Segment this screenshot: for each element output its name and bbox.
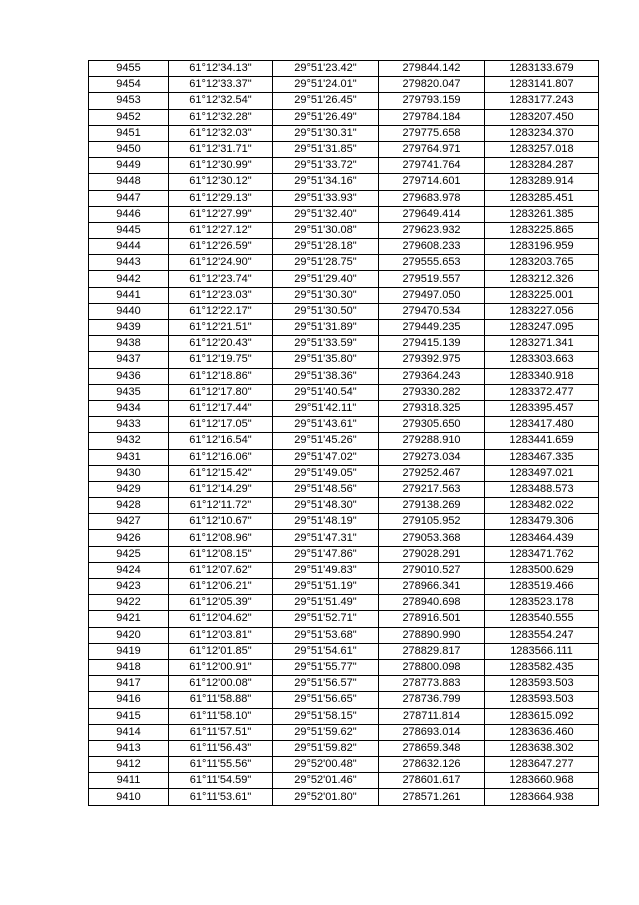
x-coordinate-cell: 279449.235 (379, 320, 485, 336)
table-row (89, 708, 599, 724)
x-coordinate-cell: 278940.698 (379, 595, 485, 611)
point-number-cell: 9440 (89, 303, 169, 319)
table-row (89, 384, 599, 400)
table-row (89, 595, 599, 611)
x-coordinate-cell: 279252.467 (379, 465, 485, 481)
table-row (89, 336, 599, 352)
y-coordinate-cell: 1283227.056 (485, 303, 599, 319)
table-row (89, 643, 599, 659)
latitude-cell: 61°12'19.75" (169, 352, 273, 368)
x-coordinate-cell: 279305.650 (379, 417, 485, 433)
table-row (89, 93, 599, 109)
point-number-cell: 9412 (89, 757, 169, 773)
point-number-cell: 9411 (89, 773, 169, 789)
table-row (89, 141, 599, 157)
latitude-cell: 61°12'24.90" (169, 255, 273, 271)
table-row (89, 449, 599, 465)
longitude-cell: 29°51'48.30" (273, 498, 379, 514)
table-row (89, 109, 599, 125)
longitude-cell: 29°51'53.68" (273, 627, 379, 643)
latitude-cell: 61°12'29.13" (169, 190, 273, 206)
latitude-cell: 61°11'55.56" (169, 757, 273, 773)
table-row (89, 239, 599, 255)
point-number-cell: 9444 (89, 239, 169, 255)
x-coordinate-cell: 279820.047 (379, 77, 485, 93)
x-coordinate-cell: 279497.050 (379, 287, 485, 303)
point-number-cell: 9431 (89, 449, 169, 465)
latitude-cell: 61°12'33.37" (169, 77, 273, 93)
y-coordinate-cell: 1283523.178 (485, 595, 599, 611)
x-coordinate-cell: 279844.142 (379, 61, 485, 77)
y-coordinate-cell: 1283285.451 (485, 190, 599, 206)
point-number-cell: 9443 (89, 255, 169, 271)
table-row (89, 287, 599, 303)
longitude-cell: 29°51'31.89" (273, 320, 379, 336)
latitude-cell: 61°12'06.21" (169, 579, 273, 595)
x-coordinate-cell: 279392.975 (379, 352, 485, 368)
table-row (89, 530, 599, 546)
longitude-cell: 29°51'43.61" (273, 417, 379, 433)
longitude-cell: 29°51'30.31" (273, 125, 379, 141)
table-row (89, 579, 599, 595)
longitude-cell: 29°51'56.65" (273, 692, 379, 708)
latitude-cell: 61°12'26.59" (169, 239, 273, 255)
longitude-cell: 29°51'47.02" (273, 449, 379, 465)
table-row (89, 740, 599, 756)
point-number-cell: 9441 (89, 287, 169, 303)
latitude-cell: 61°12'16.06" (169, 449, 273, 465)
latitude-cell: 61°12'21.51" (169, 320, 273, 336)
x-coordinate-cell: 278800.098 (379, 659, 485, 675)
longitude-cell: 29°51'47.31" (273, 530, 379, 546)
table-row (89, 400, 599, 416)
table-row (89, 303, 599, 319)
y-coordinate-cell: 1283647.277 (485, 757, 599, 773)
point-number-cell: 9449 (89, 158, 169, 174)
x-coordinate-cell: 278571.261 (379, 789, 485, 805)
latitude-cell: 61°12'32.54" (169, 93, 273, 109)
latitude-cell: 61°12'11.72" (169, 498, 273, 514)
x-coordinate-cell: 279714.601 (379, 174, 485, 190)
x-coordinate-cell: 279793.159 (379, 93, 485, 109)
y-coordinate-cell: 1283289.914 (485, 174, 599, 190)
table-row (89, 611, 599, 627)
longitude-cell: 29°52'00.48" (273, 757, 379, 773)
x-coordinate-cell: 279775.658 (379, 125, 485, 141)
latitude-cell: 61°12'34.13" (169, 61, 273, 77)
point-number-cell: 9422 (89, 595, 169, 611)
longitude-cell: 29°51'33.59" (273, 336, 379, 352)
x-coordinate-cell: 279764.971 (379, 141, 485, 157)
longitude-cell: 29°51'35.80" (273, 352, 379, 368)
y-coordinate-cell: 1283225.001 (485, 287, 599, 303)
table-row (89, 417, 599, 433)
longitude-cell: 29°51'26.49" (273, 109, 379, 125)
point-number-cell: 9413 (89, 740, 169, 756)
latitude-cell: 61°12'15.42" (169, 465, 273, 481)
y-coordinate-cell: 1283636.460 (485, 724, 599, 740)
point-number-cell: 9424 (89, 562, 169, 578)
longitude-cell: 29°51'31.85" (273, 141, 379, 157)
point-number-cell: 9436 (89, 368, 169, 384)
longitude-cell: 29°51'58.15" (273, 708, 379, 724)
latitude-cell: 61°12'23.74" (169, 271, 273, 287)
latitude-cell: 61°12'08.96" (169, 530, 273, 546)
table-row (89, 724, 599, 740)
latitude-cell: 61°12'32.03" (169, 125, 273, 141)
x-coordinate-cell: 278890.990 (379, 627, 485, 643)
table-row (89, 676, 599, 692)
y-coordinate-cell: 1283488.573 (485, 481, 599, 497)
longitude-cell: 29°51'30.30" (273, 287, 379, 303)
longitude-cell: 29°51'51.19" (273, 579, 379, 595)
latitude-cell: 61°12'17.05" (169, 417, 273, 433)
x-coordinate-cell: 278693.014 (379, 724, 485, 740)
y-coordinate-cell: 1283271.341 (485, 336, 599, 352)
longitude-cell: 29°52'01.46" (273, 773, 379, 789)
x-coordinate-cell: 278829.817 (379, 643, 485, 659)
latitude-cell: 61°12'10.67" (169, 514, 273, 530)
latitude-cell: 61°11'58.88" (169, 692, 273, 708)
table-row (89, 481, 599, 497)
longitude-cell: 29°51'33.93" (273, 190, 379, 206)
point-number-cell: 9435 (89, 384, 169, 400)
y-coordinate-cell: 1283500.629 (485, 562, 599, 578)
x-coordinate-cell: 279683.978 (379, 190, 485, 206)
table-row (89, 757, 599, 773)
point-number-cell: 9428 (89, 498, 169, 514)
point-number-cell: 9426 (89, 530, 169, 546)
y-coordinate-cell: 1283660.968 (485, 773, 599, 789)
y-coordinate-cell: 1283203.765 (485, 255, 599, 271)
point-number-cell: 9419 (89, 643, 169, 659)
latitude-cell: 61°12'20.43" (169, 336, 273, 352)
point-number-cell: 9446 (89, 206, 169, 222)
x-coordinate-cell: 279415.139 (379, 336, 485, 352)
table-row (89, 61, 599, 77)
latitude-cell: 61°11'54.59" (169, 773, 273, 789)
table-row (89, 368, 599, 384)
table-row (89, 158, 599, 174)
point-number-cell: 9432 (89, 433, 169, 449)
point-number-cell: 9447 (89, 190, 169, 206)
longitude-cell: 29°51'51.49" (273, 595, 379, 611)
longitude-cell: 29°51'59.62" (273, 724, 379, 740)
x-coordinate-cell: 278966.341 (379, 579, 485, 595)
latitude-cell: 61°12'17.80" (169, 384, 273, 400)
table-row (89, 562, 599, 578)
point-number-cell: 9451 (89, 125, 169, 141)
x-coordinate-cell: 279053.368 (379, 530, 485, 546)
point-number-cell: 9445 (89, 222, 169, 238)
y-coordinate-cell: 1283615.092 (485, 708, 599, 724)
longitude-cell: 29°51'47.86" (273, 546, 379, 562)
x-coordinate-cell: 279470.534 (379, 303, 485, 319)
x-coordinate-cell: 279288.910 (379, 433, 485, 449)
y-coordinate-cell: 1283471.762 (485, 546, 599, 562)
x-coordinate-cell: 279364.243 (379, 368, 485, 384)
latitude-cell: 61°12'23.03" (169, 287, 273, 303)
point-number-cell: 9439 (89, 320, 169, 336)
y-coordinate-cell: 1283479.306 (485, 514, 599, 530)
y-coordinate-cell: 1283593.503 (485, 676, 599, 692)
latitude-cell: 61°12'00.08" (169, 676, 273, 692)
point-number-cell: 9452 (89, 109, 169, 125)
table-row (89, 222, 599, 238)
coordinates-table-body (89, 61, 599, 806)
x-coordinate-cell: 279623.932 (379, 222, 485, 238)
latitude-cell: 61°12'27.99" (169, 206, 273, 222)
longitude-cell: 29°51'54.61" (273, 643, 379, 659)
longitude-cell: 29°51'28.75" (273, 255, 379, 271)
point-number-cell: 9442 (89, 271, 169, 287)
x-coordinate-cell: 278632.126 (379, 757, 485, 773)
point-number-cell: 9434 (89, 400, 169, 416)
y-coordinate-cell: 1283133.679 (485, 61, 599, 77)
y-coordinate-cell: 1283207.450 (485, 109, 599, 125)
latitude-cell: 61°12'01.85" (169, 643, 273, 659)
longitude-cell: 29°51'59.82" (273, 740, 379, 756)
point-number-cell: 9453 (89, 93, 169, 109)
longitude-cell: 29°51'33.72" (273, 158, 379, 174)
table-row (89, 433, 599, 449)
latitude-cell: 61°11'57.51" (169, 724, 273, 740)
point-number-cell: 9427 (89, 514, 169, 530)
y-coordinate-cell: 1283582.435 (485, 659, 599, 675)
latitude-cell: 61°12'08.15" (169, 546, 273, 562)
x-coordinate-cell: 279105.952 (379, 514, 485, 530)
point-number-cell: 9415 (89, 708, 169, 724)
latitude-cell: 61°12'05.39" (169, 595, 273, 611)
y-coordinate-cell: 1283257.018 (485, 141, 599, 157)
y-coordinate-cell: 1283638.302 (485, 740, 599, 756)
y-coordinate-cell: 1283340.918 (485, 368, 599, 384)
y-coordinate-cell: 1283482.022 (485, 498, 599, 514)
point-number-cell: 9417 (89, 676, 169, 692)
longitude-cell: 29°51'28.18" (273, 239, 379, 255)
table-row (89, 692, 599, 708)
longitude-cell: 29°51'45.26" (273, 433, 379, 449)
longitude-cell: 29°51'55.77" (273, 659, 379, 675)
latitude-cell: 61°12'14.29" (169, 481, 273, 497)
y-coordinate-cell: 1283303.663 (485, 352, 599, 368)
x-coordinate-cell: 279741.764 (379, 158, 485, 174)
table-row (89, 546, 599, 562)
x-coordinate-cell: 278659.348 (379, 740, 485, 756)
longitude-cell: 29°51'24.01" (273, 77, 379, 93)
point-number-cell: 9454 (89, 77, 169, 93)
latitude-cell: 61°11'53.61" (169, 789, 273, 805)
y-coordinate-cell: 1283441.659 (485, 433, 599, 449)
y-coordinate-cell: 1283177.243 (485, 93, 599, 109)
latitude-cell: 61°12'30.12" (169, 174, 273, 190)
x-coordinate-cell: 278916.501 (379, 611, 485, 627)
y-coordinate-cell: 1283141.807 (485, 77, 599, 93)
longitude-cell: 29°51'32.40" (273, 206, 379, 222)
point-number-cell: 9430 (89, 465, 169, 481)
point-number-cell: 9418 (89, 659, 169, 675)
x-coordinate-cell: 279649.414 (379, 206, 485, 222)
point-number-cell: 9421 (89, 611, 169, 627)
x-coordinate-cell: 279273.034 (379, 449, 485, 465)
y-coordinate-cell: 1283566.111 (485, 643, 599, 659)
point-number-cell: 9438 (89, 336, 169, 352)
point-number-cell: 9429 (89, 481, 169, 497)
table-row (89, 514, 599, 530)
table-row (89, 465, 599, 481)
y-coordinate-cell: 1283196.959 (485, 239, 599, 255)
latitude-cell: 61°11'58.10" (169, 708, 273, 724)
table-row (89, 773, 599, 789)
table-row (89, 320, 599, 336)
y-coordinate-cell: 1283225.865 (485, 222, 599, 238)
longitude-cell: 29°52'01.80" (273, 789, 379, 805)
x-coordinate-cell: 279555.653 (379, 255, 485, 271)
table-row (89, 190, 599, 206)
x-coordinate-cell: 278773.883 (379, 676, 485, 692)
x-coordinate-cell: 279608.233 (379, 239, 485, 255)
longitude-cell: 29°51'40.54" (273, 384, 379, 400)
point-number-cell: 9455 (89, 61, 169, 77)
table-row (89, 174, 599, 190)
latitude-cell: 61°12'04.62" (169, 611, 273, 627)
point-number-cell: 9433 (89, 417, 169, 433)
point-number-cell: 9420 (89, 627, 169, 643)
table-row (89, 271, 599, 287)
x-coordinate-cell: 279330.282 (379, 384, 485, 400)
x-coordinate-cell: 278601.617 (379, 773, 485, 789)
x-coordinate-cell: 279028.291 (379, 546, 485, 562)
latitude-cell: 61°12'22.17" (169, 303, 273, 319)
y-coordinate-cell: 1283261.385 (485, 206, 599, 222)
longitude-cell: 29°51'30.50" (273, 303, 379, 319)
x-coordinate-cell: 278736.799 (379, 692, 485, 708)
latitude-cell: 61°12'30.99" (169, 158, 273, 174)
table-row (89, 125, 599, 141)
latitude-cell: 61°12'00.91" (169, 659, 273, 675)
longitude-cell: 29°51'34.16" (273, 174, 379, 190)
x-coordinate-cell: 279318.325 (379, 400, 485, 416)
x-coordinate-cell: 279010.527 (379, 562, 485, 578)
point-number-cell: 9410 (89, 789, 169, 805)
x-coordinate-cell: 279217.563 (379, 481, 485, 497)
table-row (89, 789, 599, 805)
y-coordinate-cell: 1283593.503 (485, 692, 599, 708)
y-coordinate-cell: 1283417.480 (485, 417, 599, 433)
latitude-cell: 61°12'32.28" (169, 109, 273, 125)
longitude-cell: 29°51'49.05" (273, 465, 379, 481)
point-number-cell: 9423 (89, 579, 169, 595)
longitude-cell: 29°51'56.57" (273, 676, 379, 692)
longitude-cell: 29°51'42.11" (273, 400, 379, 416)
x-coordinate-cell: 279519.557 (379, 271, 485, 287)
longitude-cell: 29°51'26.45" (273, 93, 379, 109)
point-number-cell: 9414 (89, 724, 169, 740)
table-row (89, 627, 599, 643)
longitude-cell: 29°51'23.42" (273, 61, 379, 77)
latitude-cell: 61°12'07.62" (169, 562, 273, 578)
y-coordinate-cell: 1283540.555 (485, 611, 599, 627)
y-coordinate-cell: 1283554.247 (485, 627, 599, 643)
latitude-cell: 61°12'31.71" (169, 141, 273, 157)
y-coordinate-cell: 1283212.326 (485, 271, 599, 287)
table-row (89, 206, 599, 222)
y-coordinate-cell: 1283372.477 (485, 384, 599, 400)
y-coordinate-cell: 1283464.439 (485, 530, 599, 546)
point-number-cell: 9425 (89, 546, 169, 562)
y-coordinate-cell: 1283467.335 (485, 449, 599, 465)
longitude-cell: 29°51'30.08" (273, 222, 379, 238)
latitude-cell: 61°12'03.81" (169, 627, 273, 643)
table-row (89, 255, 599, 271)
latitude-cell: 61°11'56.43" (169, 740, 273, 756)
latitude-cell: 61°12'17.44" (169, 400, 273, 416)
point-number-cell: 9437 (89, 352, 169, 368)
longitude-cell: 29°51'48.56" (273, 481, 379, 497)
table-row (89, 498, 599, 514)
y-coordinate-cell: 1283247.095 (485, 320, 599, 336)
longitude-cell: 29°51'48.19" (273, 514, 379, 530)
table-row (89, 77, 599, 93)
table-row (89, 352, 599, 368)
y-coordinate-cell: 1283284.287 (485, 158, 599, 174)
longitude-cell: 29°51'52.71" (273, 611, 379, 627)
latitude-cell: 61°12'16.54" (169, 433, 273, 449)
table-row (89, 659, 599, 675)
y-coordinate-cell: 1283395.457 (485, 400, 599, 416)
longitude-cell: 29°51'29.40" (273, 271, 379, 287)
x-coordinate-cell: 279138.269 (379, 498, 485, 514)
point-number-cell: 9450 (89, 141, 169, 157)
x-coordinate-cell: 278711.814 (379, 708, 485, 724)
point-number-cell: 9448 (89, 174, 169, 190)
x-coordinate-cell: 279784.184 (379, 109, 485, 125)
point-number-cell: 9416 (89, 692, 169, 708)
latitude-cell: 61°12'27.12" (169, 222, 273, 238)
y-coordinate-cell: 1283664.938 (485, 789, 599, 805)
longitude-cell: 29°51'38.36" (273, 368, 379, 384)
y-coordinate-cell: 1283497.021 (485, 465, 599, 481)
latitude-cell: 61°12'18.86" (169, 368, 273, 384)
y-coordinate-cell: 1283234.370 (485, 125, 599, 141)
y-coordinate-cell: 1283519.466 (485, 579, 599, 595)
coordinates-table (88, 60, 599, 806)
longitude-cell: 29°51'49.83" (273, 562, 379, 578)
